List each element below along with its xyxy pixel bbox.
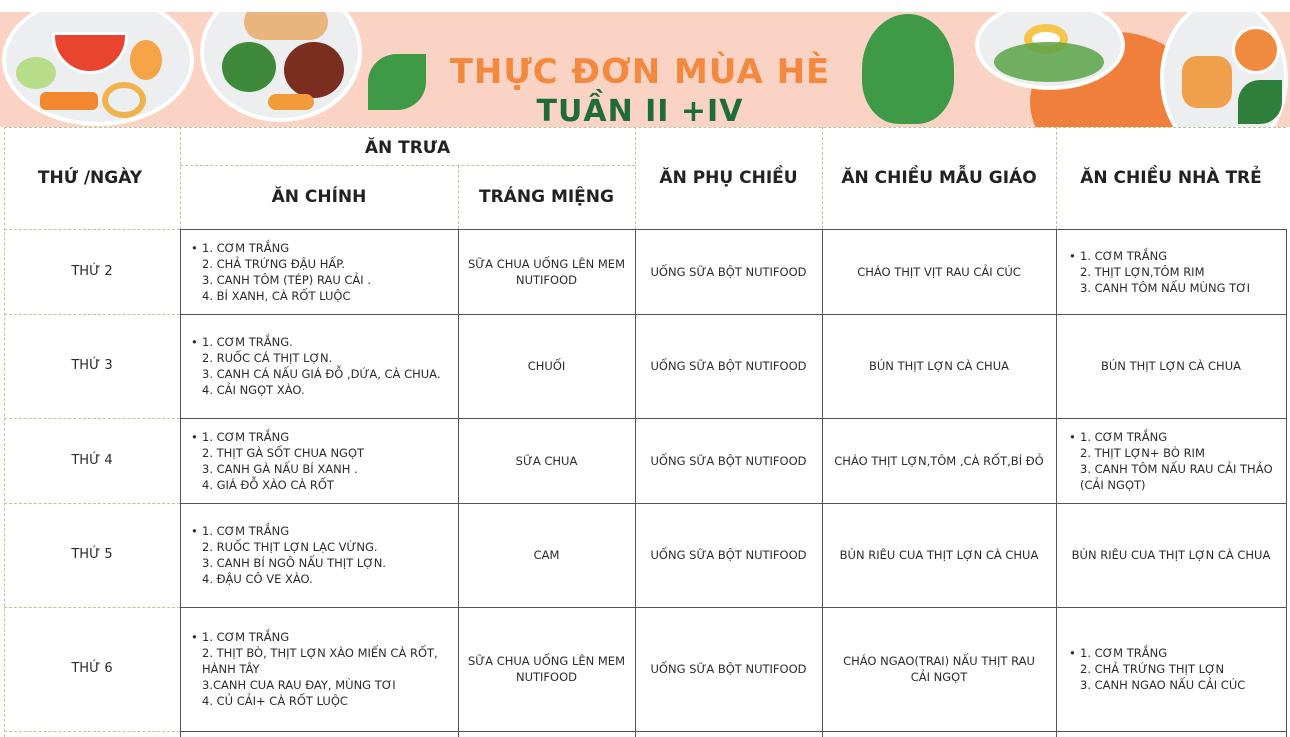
list-item: 2. THỊT BÒ, THỊT LỢN XÀO MIẾN CÀ RỐT, HÀNH TÂY (202, 646, 438, 676)
nursery-dinner-list (1066, 429, 1280, 493)
nursery-dinner-list (1066, 248, 1250, 296)
dessert-cell: CHUỐI (527, 359, 566, 373)
list-item: 3. CANH TÔM NẤU RAU CẢI THẢO (CẢI NGỌT) (1080, 461, 1273, 492)
kindergarten-dinner-cell: CHÁO THỊT LỢN,TÔM ,CÀ RỐT,BÍ ĐỎ (834, 453, 1044, 468)
onion-rings-illustration (102, 82, 146, 118)
main-dish-list (188, 334, 442, 398)
list-item: • 1. CƠM TRẮNG (202, 240, 371, 256)
main-dish-list (188, 240, 371, 304)
main-dish-list (188, 629, 442, 709)
nursery-dinner-list (1066, 645, 1245, 693)
header-nursery-dinner: ĂN CHIỀU NHÀ TRẺ (1080, 168, 1262, 188)
nursery-dinner-cell: BÚN RIÊU CUA THỊT LỢN CÀ CHUA (1071, 548, 1271, 562)
header-day: THỨ /NGÀY (37, 168, 143, 188)
main-dish-list (188, 523, 386, 587)
list-item: • 1. CƠM TRẮNG (1080, 429, 1280, 445)
menu-title: THỰC ĐƠN MÙA HÈ (449, 52, 831, 92)
list-item: • 1. CƠM TRẮNG (202, 523, 386, 539)
kindergarten-dinner-cell: CHÁO THỊT VỊT RAU CẢI CÚC (857, 264, 1021, 279)
carrot-coins-illustration (268, 94, 314, 110)
fried-food-illustration (1182, 56, 1232, 108)
broccoli-illustration (222, 42, 276, 92)
menu-subtitle: TUẦN II +IV (536, 94, 744, 127)
list-item: 3. CANH BÍ NGÔ NẤU THỊT LỢN. (202, 556, 387, 570)
dessert-cell: SỮA CHUA UỐNG LÊN MEM NUTIFOOD (468, 256, 625, 287)
list-item: 4. CỦ CẢI+ CÀ RỐT LUỘC (202, 694, 348, 708)
day-cell: THỨ 5 (71, 547, 113, 562)
papaya-illustration (130, 40, 162, 80)
header-kindergarten-dinner: ĂN CHIỀU MẪU GIÁO (841, 168, 1037, 188)
table-header (0, 127, 1290, 229)
day-cell: THỨ 4 (71, 452, 113, 468)
herbs-illustration (1238, 80, 1282, 124)
main-dish-list (188, 429, 364, 493)
list-item: • 1. CƠM TRẮNG (202, 429, 364, 445)
list-item: 3. CANH TÔM NẤU MÙNG TƠI (1080, 280, 1251, 295)
list-item: 4. GIÁ ĐỖ XÀO CÀ RỐT (202, 477, 334, 492)
row-border-5-day (4, 731, 180, 732)
carrot-sticks-illustration (40, 92, 98, 110)
main-col-border-header (458, 165, 459, 229)
leaf-illustration (368, 54, 426, 110)
nursery-dinner-cell (1056, 229, 1286, 314)
main-dish-cell (180, 418, 458, 503)
header-afternoon-snack: ĂN PHỤ CHIỀU (659, 168, 798, 188)
header-main-dish: ĂN CHÍNH (271, 187, 367, 207)
top-margin (0, 0, 1290, 12)
lunch-subheader-border (180, 165, 635, 166)
right-border (1286, 229, 1287, 737)
snack-col-border-header (822, 127, 823, 229)
list-item: 3. CANH TÔM (TÉP) RAU CẢI . (202, 272, 372, 287)
main-dish-cell (180, 503, 458, 607)
main-dish-cell (180, 314, 458, 418)
list-item: 2. CHẢ TRỨNG THỊT LỢN (1080, 662, 1225, 676)
kindergarten-dinner-cell: BÚN THỊT LỢN CÀ CHUA (869, 359, 1009, 373)
list-item: • 1. CƠM TRẮNG. (202, 334, 442, 350)
snack-cell: UỐNG SỮA BỘT NUTIFOOD (650, 548, 807, 562)
dessert-cell: SỮA CHUA UỐNG LÊN MEM NUTIFOOD (468, 654, 625, 684)
list-item: 4. ĐẬU CÔ VE XÀO. (202, 572, 313, 586)
nursery-dinner-cell: BÚN THỊT LỢN CÀ CHUA (1101, 359, 1241, 373)
dessert-cell: CAM (533, 548, 560, 562)
main-dish-cell (180, 607, 458, 731)
dessert-cell: SỮA CHUA (515, 453, 578, 468)
list-item: 2. THỊT GÀ SỐT CHUA NGỌT (202, 445, 365, 460)
list-item: • 1. CƠM TRẮNG (1080, 645, 1245, 661)
kindergarten-dinner-cell: CHÁO NGAO(TRAI) NẤU THỊT RAU CẢI NGỌT (843, 654, 1035, 684)
lettuce-illustration (862, 14, 954, 124)
header-dessert: TRÁNG MIỆNG (479, 187, 614, 207)
day-cell: THỨ 6 (71, 661, 113, 676)
header-lunch: ĂN TRƯA (364, 137, 451, 158)
kindergarten-dinner-cell: BÚN RIÊU CUA THỊT LỢN CÀ CHUA (839, 548, 1039, 562)
grilled-meat-illustration (244, 12, 328, 40)
list-item: • 1. CƠM TRẮNG (1080, 248, 1250, 264)
list-item: 3. CANH CÁ NẤU GIÁ ĐỖ ,DỨA, CÀ CHUA. 4. CẢI NGỌT XÀO. (202, 367, 441, 397)
snack-cell: UỐNG SỮA BỘT NUTIFOOD (650, 359, 807, 373)
salad-greens-illustration (994, 42, 1104, 82)
day-cell: THỨ 2 (71, 263, 113, 279)
nursery-dinner-cell (1056, 607, 1286, 731)
header-top-border (4, 127, 1286, 128)
snack-cell: UỐNG SỮA BỘT NUTIFOOD (650, 453, 807, 468)
sauce-bowl-illustration (1232, 26, 1280, 74)
day-col-border-header (180, 127, 181, 229)
list-item: 4. BÍ XANH, CÀ RỐT LUỘC (202, 288, 351, 303)
nursery-dinner-cell (1056, 418, 1286, 503)
list-item: 3.CANH CUA RAU ĐAY, MÙNG TƠI (202, 678, 396, 692)
list-item: 3. CANH GÀ NẤU BÍ XANH . (202, 461, 358, 476)
main-dish-cell (180, 229, 458, 314)
cucumber-slices-illustration (16, 57, 56, 89)
list-item: 2. THỊT LỢN+ BÒ RIM (1080, 445, 1205, 460)
list-item: 2. RUỐC CÁ THỊT LỢN. (202, 351, 333, 365)
day-cell: THỨ 3 (71, 358, 113, 373)
list-item: 3. CANH NGAO NẤU CẢI CÚC (1080, 678, 1246, 692)
row-border-5 (180, 731, 1287, 732)
snack-cell: UỐNG SỮA BỘT NUTIFOOD (650, 264, 807, 279)
brown-rice-illustration (284, 42, 344, 98)
dessert-col-border-header (635, 127, 636, 229)
list-item: 2. CHẢ TRỨNG ĐẬU HẤP. (202, 256, 346, 271)
list-item: 2. RUỐC THỊT LỢN LẠC VỪNG. (202, 540, 378, 554)
snack-cell: UỐNG SỮA BỘT NUTIFOOD (650, 662, 807, 676)
list-item: • 1. CƠM TRẮNG (202, 629, 442, 645)
menu-banner (0, 12, 1290, 127)
list-item: 2. THỊT LỢN,TÔM RIM (1080, 264, 1205, 279)
kindergarten-col-border-header (1056, 127, 1057, 229)
